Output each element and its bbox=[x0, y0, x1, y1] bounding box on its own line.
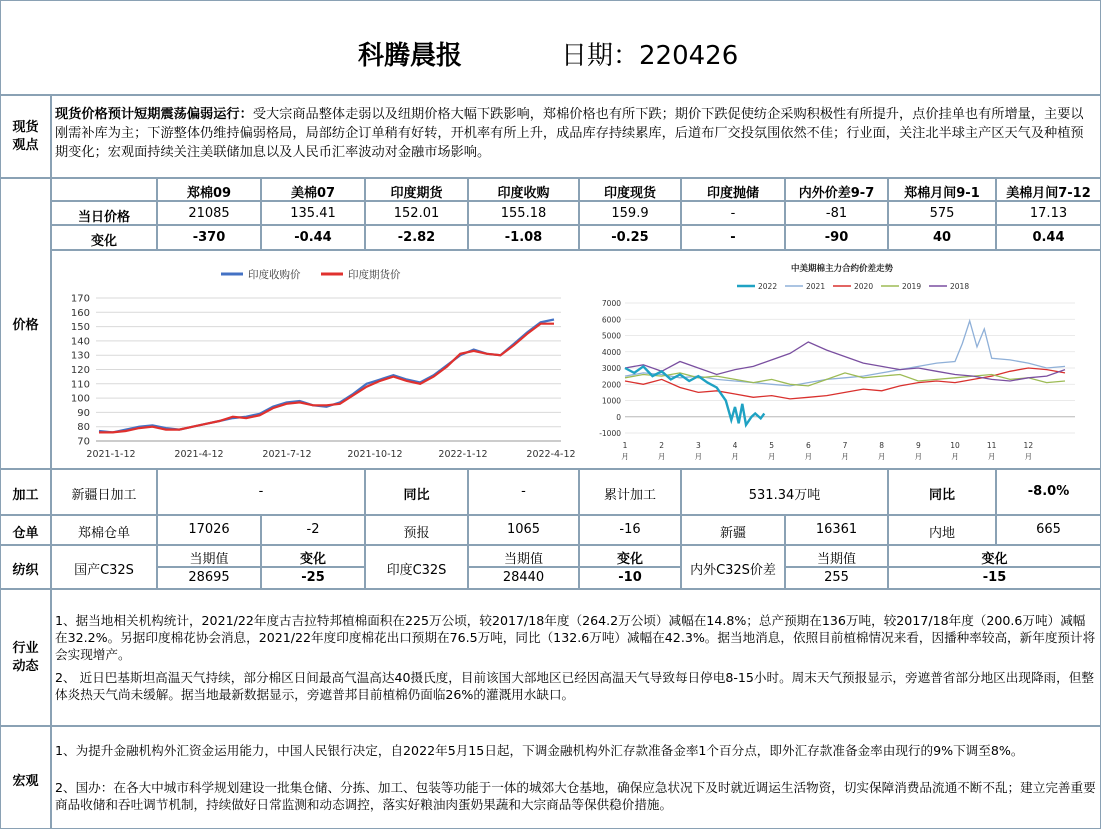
macro-paragraph-2: 2、国办：在各大中城市科学规划建设一批集仓储、分拣、加工、包装等功能于一体的城郊大仓基地，确保应急状况下及时就近调运生活物资，切实保障消费品流通不断不乱；建立完善重要商品收储和吞吐调节机制，持续做好日常监测和动态调控，落实好粮油肉蛋奶果蔬和大宗商品等保供稳价措施。 bbox=[55, 780, 1096, 812]
textile-header: 当期值 bbox=[189, 552, 229, 567]
textile-header-cell bbox=[157, 545, 261, 567]
textile-value: 28440 bbox=[502, 570, 545, 585]
processing-value3: 531.34万吨 bbox=[748, 488, 821, 503]
processing-value3-cell bbox=[681, 469, 888, 515]
textile-label-cell bbox=[681, 545, 785, 589]
legend-label: 2018 bbox=[950, 282, 970, 291]
y-tick-label: 4000 bbox=[601, 347, 621, 357]
textile-value-cell bbox=[785, 567, 888, 589]
price-table-cell bbox=[996, 201, 1101, 225]
price-table-cell bbox=[468, 201, 579, 225]
price-table-cell bbox=[468, 178, 579, 201]
price-table-cell bbox=[365, 201, 468, 225]
price-table-change: -0.44 bbox=[294, 230, 332, 245]
processing-label3-cell bbox=[579, 469, 681, 515]
textile-label: 国产C32S bbox=[74, 563, 134, 578]
textile-header-cell bbox=[261, 545, 365, 567]
price-table-header: 郑棉月间9-1 bbox=[904, 186, 980, 201]
price-table-cell bbox=[785, 178, 888, 201]
price-table-cell bbox=[785, 201, 888, 225]
price-table-change: 40 bbox=[932, 230, 952, 245]
x-tick-label: 8 bbox=[879, 441, 885, 450]
section-label-price bbox=[0, 178, 51, 469]
x-tick-label: 6 bbox=[805, 441, 811, 450]
price-table-change: -0.25 bbox=[611, 230, 649, 245]
warehouse-value2-cell bbox=[468, 515, 579, 545]
x-tick-label: 9 bbox=[915, 441, 921, 450]
price-table-price: 17.13 bbox=[1029, 206, 1068, 221]
y-tick-label: 160 bbox=[70, 307, 90, 319]
macro-content bbox=[51, 726, 1101, 829]
price-table-change: -2.82 bbox=[397, 230, 436, 245]
section-label-macro bbox=[0, 726, 51, 829]
price-table-change: 0.44 bbox=[1032, 230, 1065, 245]
price-table-cell bbox=[51, 225, 157, 250]
textile-value-cell bbox=[261, 567, 365, 589]
textile-value: 28695 bbox=[188, 570, 230, 585]
legend-label: 2021 bbox=[806, 282, 826, 291]
price-table-cell bbox=[365, 178, 468, 201]
x-tick-label: 2 bbox=[659, 441, 665, 450]
processing-label1-cell bbox=[51, 469, 157, 515]
x-tick-label: 月 bbox=[987, 452, 996, 461]
y-tick-label: 100 bbox=[70, 393, 90, 405]
price-table-header: 美棉07 bbox=[290, 186, 336, 201]
spot-view-body: 受大宗商品整体走弱以及纽期价格大幅下跌影响，郑棉价格也有所下跌；期价下跌促使纺企采购积极性有所提升，点价挂单也有所增量，主要以刚需补库为主；下游整体仍维持偏弱格局，局部纺企订单稍有好转，开机率有所上升，成品库存持续累库，后道布厂交投氛围依然不佳；行业面，关注北半球主产区天气及种植预期变化；宏观面持续关注美联储加息以及人民币汇率波动对金融市场影响。 bbox=[55, 107, 1084, 160]
price-table-header: 印度收购 bbox=[497, 186, 550, 201]
price-table-cell bbox=[365, 225, 468, 250]
textile-header: 变化 bbox=[981, 552, 1008, 567]
x-tick-label: 5 bbox=[769, 441, 775, 450]
x-tick-label: 月 bbox=[877, 452, 886, 461]
y-tick-label: 120 bbox=[70, 365, 90, 376]
y-tick-label: 6000 bbox=[601, 315, 621, 325]
legend-label: 2020 bbox=[854, 282, 874, 291]
price-table-price: 159.9 bbox=[611, 206, 649, 221]
spot-view-heading: 现货价格预计短期震荡偏弱运行： bbox=[55, 107, 253, 122]
series-line bbox=[99, 324, 554, 433]
industry-paragraph-1: 1、据当地相关机构统计，2021/22年度古吉拉特邦植棉面积在225万公顷，较2017/18年度（264.2万公顷）减幅在14.8%；总产预期在136万吨，较2017/18年度（200.6万吨）减幅在32.2%。另据印度棉花协会消息，2021/22年度印度棉花出口预期在76.5万吨，同比（132.6万吨）减幅在42.3%。据当地消息，依照目前植棉情况来看，因播种率较高，新年度预计将会实现增产。 bbox=[55, 613, 1096, 662]
textile-header: 当期值 bbox=[503, 552, 543, 567]
textile-header-cell bbox=[888, 545, 1101, 567]
report-title: 科腾晨报 bbox=[358, 41, 463, 71]
warehouse-change1-cell bbox=[261, 515, 365, 545]
price-table-cell bbox=[681, 178, 785, 201]
price-table-change: -1.08 bbox=[504, 230, 543, 245]
chart-title: 中美期棉主力合约价差走势 bbox=[790, 264, 894, 274]
y-tick-label: 1000 bbox=[601, 396, 621, 406]
price-table-header: 印度抛储 bbox=[706, 186, 759, 201]
x-tick-label: 月 bbox=[657, 452, 666, 461]
textile-value: -15 bbox=[982, 570, 1007, 585]
y-tick-label: 90 bbox=[77, 407, 90, 419]
x-tick-label: 10 bbox=[950, 441, 960, 450]
textile-value-cell bbox=[468, 567, 579, 589]
price-table-header: 美棉月间7-12 bbox=[1006, 186, 1091, 201]
price-table-header: 印度期货 bbox=[390, 186, 443, 201]
x-tick-label: 2021-4-12 bbox=[174, 449, 224, 460]
y-tick-label: 0 bbox=[616, 412, 621, 422]
price-table-price: - bbox=[730, 206, 736, 221]
spot-view-text bbox=[55, 105, 1095, 162]
section-label-textile bbox=[0, 545, 51, 589]
price-table-change: -370 bbox=[192, 230, 226, 245]
y-tick-label: 140 bbox=[70, 336, 90, 348]
warehouse-label4: 内地 bbox=[928, 526, 955, 541]
x-tick-label: 月 bbox=[914, 452, 923, 461]
y-tick-label: 70 bbox=[77, 436, 90, 448]
section-label-spot bbox=[0, 95, 51, 178]
textile-header-cell bbox=[468, 545, 579, 567]
textile-value: 255 bbox=[824, 570, 849, 585]
price-table-cell bbox=[51, 178, 157, 201]
price-table-cell bbox=[157, 201, 261, 225]
processing-label4: 同比 bbox=[928, 488, 955, 503]
warehouse-label2-cell bbox=[365, 515, 468, 545]
y-tick-label: 80 bbox=[77, 422, 90, 434]
y-tick-label: 170 bbox=[70, 293, 90, 305]
textile-value: -10 bbox=[618, 570, 642, 585]
price-table-cell bbox=[888, 201, 996, 225]
price-table-cell bbox=[996, 225, 1101, 250]
series-line bbox=[99, 320, 554, 433]
warehouse-label2: 预报 bbox=[403, 526, 430, 541]
x-tick-label: 2022-1-12 bbox=[438, 449, 488, 460]
processing-label3: 累计加工 bbox=[603, 488, 656, 503]
textile-label-cell bbox=[51, 545, 157, 589]
textile-value: -25 bbox=[301, 570, 325, 585]
section-label-warehouse bbox=[0, 515, 51, 545]
price-table-cell bbox=[681, 225, 785, 250]
price-table-cell bbox=[51, 201, 157, 225]
y-tick-label: 2000 bbox=[601, 380, 621, 390]
warehouse-value1-cell bbox=[157, 515, 261, 545]
section-label-price-text: 价格 bbox=[12, 318, 39, 333]
textile-value-cell bbox=[888, 567, 1101, 589]
price-table-cell bbox=[579, 201, 681, 225]
processing-label4-cell bbox=[888, 469, 996, 515]
processing-value1: - bbox=[258, 484, 264, 499]
chart-spread bbox=[597, 253, 1077, 468]
legend-label: 2022 bbox=[758, 282, 778, 291]
x-tick-label: 4 bbox=[732, 441, 738, 450]
price-table-cell bbox=[261, 201, 365, 225]
section-label-industry bbox=[0, 589, 51, 726]
x-tick-label: 月 bbox=[767, 452, 776, 461]
section-label-industry-text: 行业 动态 bbox=[12, 641, 39, 674]
warehouse-value2: 1065 bbox=[506, 522, 541, 537]
processing-label2: 同比 bbox=[403, 488, 430, 503]
price-table-change: - bbox=[730, 230, 736, 245]
legend-label: 2019 bbox=[902, 282, 922, 291]
price-table-cell bbox=[157, 225, 261, 250]
x-tick-label: 月 bbox=[621, 452, 629, 461]
textile-header: 变化 bbox=[299, 552, 326, 567]
price-table-price: 135.41 bbox=[290, 206, 336, 221]
y-tick-label: 110 bbox=[70, 379, 90, 391]
processing-value4-cell bbox=[996, 469, 1101, 515]
price-table-cell bbox=[888, 178, 996, 201]
processing-label1: 新疆日加工 bbox=[71, 488, 137, 503]
warehouse-change2-cell bbox=[579, 515, 681, 545]
price-table-header: 内外价差9-7 bbox=[798, 186, 875, 201]
x-tick-label: 月 bbox=[1024, 452, 1033, 461]
x-tick-label: 月 bbox=[731, 452, 739, 461]
warehouse-label4-cell bbox=[888, 515, 996, 545]
textile-value-cell bbox=[157, 567, 261, 589]
processing-value1-cell bbox=[157, 469, 365, 515]
warehouse-change2: -16 bbox=[619, 522, 641, 537]
processing-value2-cell bbox=[468, 469, 579, 515]
price-table-cell bbox=[157, 178, 261, 201]
price-table-cell bbox=[261, 225, 365, 250]
y-tick-label: 7000 bbox=[601, 299, 621, 308]
price-table-cell bbox=[579, 178, 681, 201]
charts-area bbox=[51, 250, 1101, 469]
x-tick-label: 11 bbox=[986, 441, 997, 450]
textile-header: 变化 bbox=[616, 552, 643, 567]
series-line bbox=[625, 342, 1065, 381]
y-tick-label: 5000 bbox=[601, 331, 621, 341]
x-tick-label: 7 bbox=[842, 441, 848, 450]
section-label-textile-text: 纺织 bbox=[12, 563, 39, 578]
warehouse-value4: 665 bbox=[1036, 522, 1061, 537]
warehouse-value1: 17026 bbox=[188, 522, 230, 537]
processing-value2: - bbox=[521, 484, 526, 499]
report-date: 日期：220426 bbox=[561, 41, 739, 71]
y-tick-label: 3000 bbox=[601, 364, 621, 373]
x-tick-label: 1 bbox=[622, 441, 628, 450]
price-table-cell bbox=[468, 225, 579, 250]
x-tick-label: 3 bbox=[695, 441, 701, 450]
warehouse-value3: 16361 bbox=[815, 522, 858, 537]
warehouse-value3-cell bbox=[785, 515, 888, 545]
textile-value-cell bbox=[579, 567, 681, 589]
x-tick-label: 2022-4-12 bbox=[526, 449, 576, 460]
textile-header-cell bbox=[785, 545, 888, 567]
section-label-warehouse-text: 仓单 bbox=[12, 526, 39, 541]
price-table-price: 152.01 bbox=[393, 206, 440, 221]
textile-label: 内外C32S价差 bbox=[690, 563, 776, 578]
x-tick-label: 2021-7-12 bbox=[262, 449, 312, 460]
warehouse-value4-cell bbox=[996, 515, 1101, 545]
price-table-row-label: 当日价格 bbox=[77, 210, 130, 225]
warehouse-label1: 郑棉仓单 bbox=[77, 526, 130, 541]
processing-value4: -8.0% bbox=[1027, 484, 1070, 499]
industry-content bbox=[51, 589, 1101, 726]
x-tick-label: 2021-10-12 bbox=[347, 449, 403, 460]
section-label-processing bbox=[0, 469, 51, 515]
textile-header-cell bbox=[579, 545, 681, 567]
price-table-cell bbox=[261, 178, 365, 201]
x-tick-label: 2021-1-12 bbox=[86, 449, 136, 460]
textile-label-cell bbox=[365, 545, 468, 589]
price-table-cell bbox=[785, 225, 888, 250]
x-tick-label: 月 bbox=[804, 452, 813, 461]
price-table-price: 575 bbox=[929, 206, 955, 221]
y-tick-label: -1000 bbox=[599, 429, 621, 438]
price-table-cell bbox=[888, 225, 996, 250]
section-label-spot-text: 现货 观点 bbox=[12, 120, 39, 153]
x-tick-label: 12 bbox=[1023, 441, 1034, 450]
price-table-price: 21085 bbox=[188, 206, 230, 221]
legend-label: 印度期货价 bbox=[348, 269, 401, 281]
spot-view-content bbox=[51, 95, 1101, 178]
macro-paragraph-1: 1、为提升金融机构外汇资金运用能力，中国人民银行决定，自2022年5月15日起，下调金融机构外汇存款准备金率1个百分点，即外汇存款准备金率由现行的9%下调至8%。 bbox=[55, 743, 1024, 758]
y-tick-label: 130 bbox=[70, 350, 90, 362]
chart-india-price bbox=[56, 253, 576, 468]
x-tick-label: 月 bbox=[951, 452, 959, 461]
y-tick-label: 150 bbox=[70, 322, 90, 334]
price-table-header: 郑棉09 bbox=[186, 186, 232, 201]
textile-label: 印度C32S bbox=[386, 563, 447, 578]
textile-header: 当期值 bbox=[816, 552, 856, 567]
price-table-change: -90 bbox=[824, 230, 849, 245]
warehouse-label3-cell bbox=[681, 515, 785, 545]
price-table-price: -81 bbox=[825, 206, 848, 221]
processing-label2-cell bbox=[365, 469, 468, 515]
warehouse-label1-cell bbox=[51, 515, 157, 545]
price-table-price: 155.18 bbox=[500, 206, 547, 221]
legend-label: 印度收购价 bbox=[248, 269, 301, 281]
section-label-processing-text: 加工 bbox=[12, 488, 39, 503]
price-table-row-label: 变化 bbox=[90, 234, 117, 249]
price-table-cell bbox=[996, 178, 1101, 201]
report-header bbox=[0, 0, 1101, 95]
x-tick-label: 月 bbox=[694, 452, 703, 461]
section-label-macro-text: 宏观 bbox=[12, 774, 39, 789]
warehouse-label3: 新疆 bbox=[719, 526, 746, 541]
x-tick-label: 月 bbox=[841, 452, 849, 461]
price-table-header: 印度现货 bbox=[603, 186, 656, 201]
warehouse-change1: -2 bbox=[306, 522, 320, 537]
price-table-cell bbox=[579, 225, 681, 250]
price-table-cell bbox=[681, 201, 785, 225]
industry-paragraph-2: 2、 近日巴基斯坦高温天气持续，部分棉区日间最高气温高达40摄氏度，目前该国大部地区已经因高温天气导致每日停电8-15小时。周末天气预报显示，旁遮普省部分地区出现降雨，但整体炎热天气尚未缓解。据当地最新数据显示，旁遮普邦目前植棉仍面临26%的灌溉用水缺口。 bbox=[55, 670, 1094, 702]
